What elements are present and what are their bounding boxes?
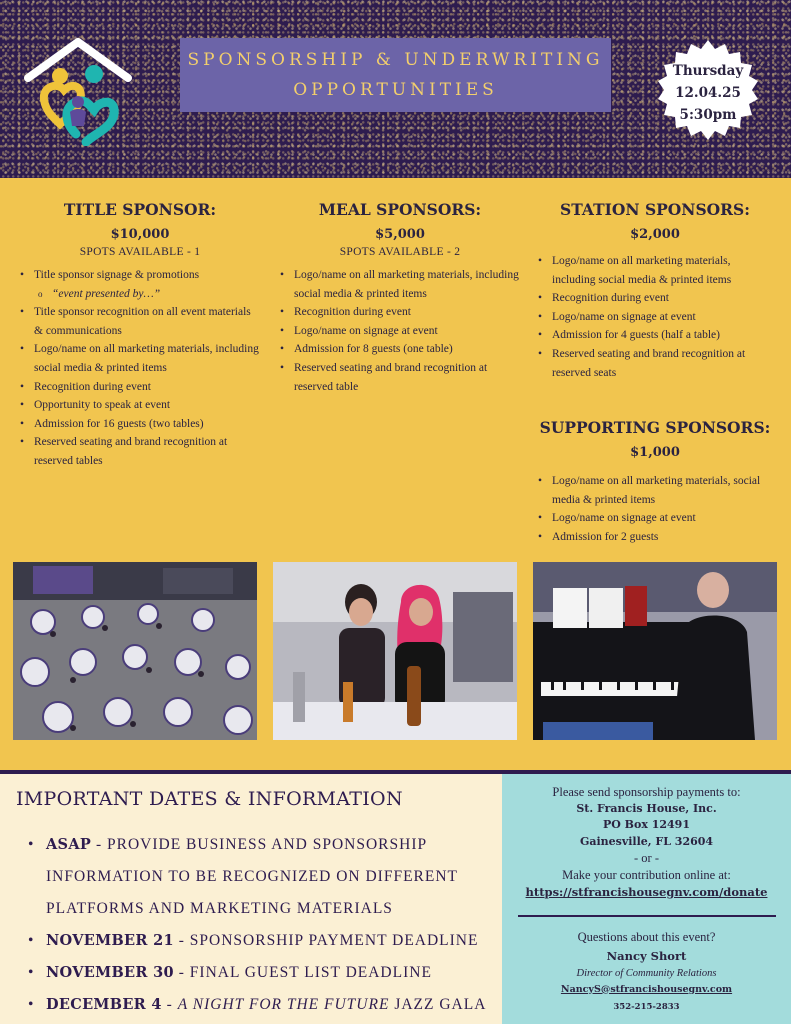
date-description: - PROVIDE BUSINESS AND SPONSORSHIP INFORMATION TO BE RECOGNIZED ON DIFFERENT PLATFORMS AND MARKETING MATERIALS <box>46 836 458 917</box>
pianist-photo <box>533 562 777 740</box>
contact-phone: 352-215-2833 <box>613 1001 680 1012</box>
date-label: ASAP <box>46 836 92 853</box>
tier-name: MEAL SPONSORS: <box>318 200 482 219</box>
benefit-item: • Logo/name on all marketing materials, including social media & printed items <box>536 252 774 289</box>
benefit-subitem: o “event presented by…” <box>18 285 262 304</box>
date-item <box>24 957 500 989</box>
date-item <box>24 829 500 925</box>
benefit-item: • Recognition during event <box>18 378 262 397</box>
house-heart-family-logo-icon <box>24 38 132 146</box>
tier-name: STATION SPONSORS: <box>560 200 750 219</box>
title-line-1: SPONSORSHIP & UNDERWRITING <box>187 50 604 70</box>
benefit-item: • Logo/name on signage at event <box>536 308 774 327</box>
header-banner <box>0 0 791 178</box>
benefit-item: • Logo/name on signage at event <box>278 322 522 341</box>
benefit-item: • Admission for 2 guests <box>536 528 774 547</box>
important-dates-heading: IMPORTANT DATES & INFORMATION <box>16 788 403 810</box>
benefit-item: • Logo/name on all marketing materials, social media & printed items <box>536 472 774 509</box>
questions-label: Questions about this event? <box>577 930 716 944</box>
online-intro: Make your contribution online at: <box>562 867 731 882</box>
title-line-2: OPPORTUNITIES <box>293 80 498 100</box>
benefit-item: • Logo/name on all marketing materials, including social media & printed items <box>18 340 262 377</box>
date-badge <box>658 40 758 140</box>
payment-info-panel <box>502 774 791 1024</box>
payment-intro: Please send sponsorship payments to: <box>552 785 741 799</box>
tier-name: TITLE SPONSOR: <box>63 200 217 219</box>
tier-price: $2,000 <box>630 227 680 242</box>
benefit-item: • Reserved seating and brand recognition at reserved table <box>278 359 522 396</box>
benefit-item: • Reserved seating and brand recognition at reserved tables <box>18 433 262 470</box>
po-box: PO Box 12491 <box>603 818 690 831</box>
tier-spots: SPOTS AVAILABLE - 2 <box>339 246 461 258</box>
benefit-item: • Admission for 8 guests (one table) <box>278 340 522 359</box>
tier-price: $5,000 <box>375 227 425 242</box>
benefit-item: • Recognition during event <box>536 289 774 308</box>
benefit-item: • Title sponsor recognition on all event materials & communications <box>18 303 262 340</box>
date-description: - SPONSORSHIP PAYMENT DEADLINE <box>173 932 479 949</box>
date-label: NOVEMBER 30 <box>46 964 174 981</box>
supporting-sponsor-column <box>536 418 774 546</box>
important-dates-panel <box>0 774 502 1024</box>
benefit-item: • Logo/name on all marketing materials, including social media & printed items <box>278 266 522 303</box>
city-state-zip: Gainesville, FL 32604 <box>579 834 714 848</box>
or-separator: - or - <box>634 851 659 865</box>
meal-sponsor-column <box>278 200 522 396</box>
date-item <box>24 925 500 957</box>
event-day: Thursday <box>672 63 744 79</box>
benefit-item: • Title sponsor signage & promotions <box>18 266 262 285</box>
date-label: NOVEMBER 21 <box>46 932 174 949</box>
banquet-hall-overview-photo <box>13 562 257 740</box>
date-description: JAZZ GALA <box>389 996 487 1013</box>
panel-divider <box>518 915 776 917</box>
guests-at-bar-photo <box>273 562 517 740</box>
benefit-item: • Admission for 16 guests (two tables) <box>18 415 262 434</box>
date-item <box>24 989 500 1021</box>
benefit-item: • Admission for 4 guests (half a table) <box>536 326 774 345</box>
tier-price: $1,000 <box>630 445 680 460</box>
title-sponsor-column <box>18 200 262 471</box>
benefit-item: • Opportunity to speak at event <box>18 396 262 415</box>
event-date: 12.04.25 <box>675 85 741 101</box>
tier-spots: SPOTS AVAILABLE - 1 <box>79 246 201 258</box>
station-sponsor-column <box>536 200 774 382</box>
date-dash: - <box>161 996 178 1013</box>
donate-link[interactable]: https://stfrancishousegnv.com/donate <box>525 885 768 899</box>
tier-name: SUPPORTING SPONSORS: <box>539 418 771 437</box>
contact-title: Director of Community Relations <box>576 967 717 979</box>
benefit-item: • Reserved seating and brand recognition at reserved seats <box>536 345 774 382</box>
contact-email-link[interactable]: NancyS@stfrancishousegnv.com <box>560 983 733 995</box>
benefit-item: • Recognition during event <box>278 303 522 322</box>
event-time: 5:30pm <box>679 107 737 123</box>
event-name: A NIGHT FOR THE FUTURE <box>177 996 390 1013</box>
tier-price: $10,000 <box>110 227 170 242</box>
title-banner <box>180 38 611 112</box>
date-description: - FINAL GUEST LIST DEADLINE <box>173 964 432 981</box>
benefit-item: • Logo/name on signage at event <box>536 509 774 528</box>
org-name: St. Francis House, Inc. <box>576 801 717 815</box>
date-label: DECEMBER 4 <box>46 996 162 1013</box>
contact-name: Nancy Short <box>606 948 687 963</box>
